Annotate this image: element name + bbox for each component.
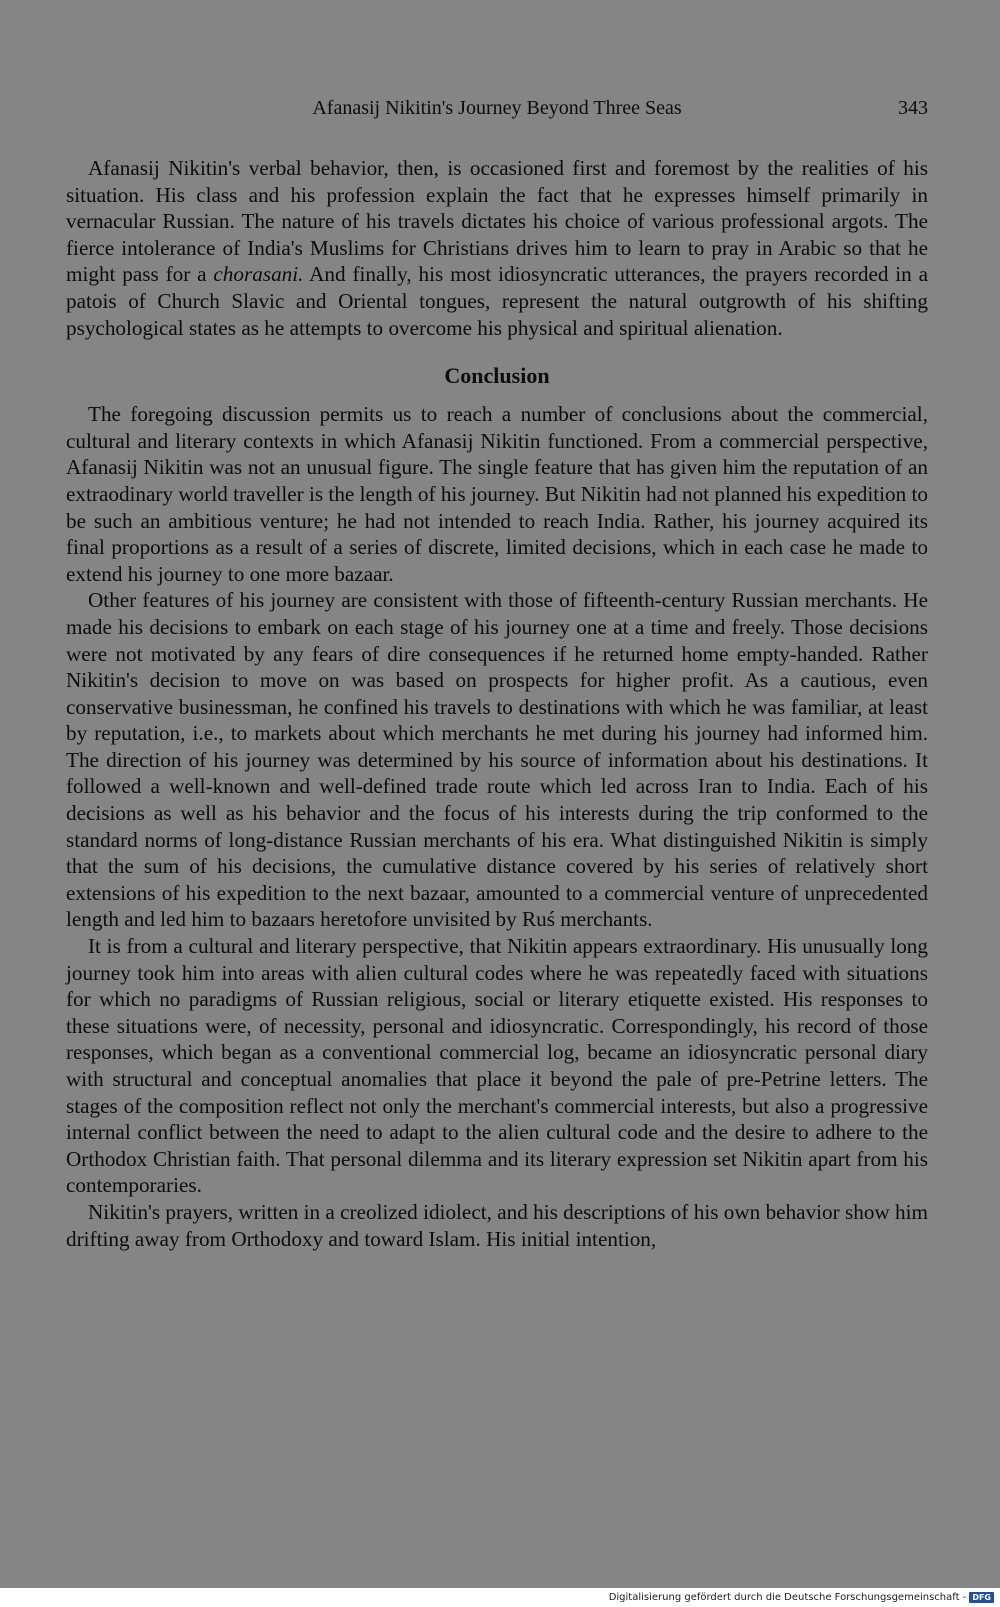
- paragraph-other-features: Other features of his journey are consistent with those of fifteenth-century Russian merchants. He made his decisions to embark on each stage of his journey one at a time and freely. Those decisions were not motivated by any fears of dire consequences if he returned home empty-handed. Rather Nikitin's decision to move on was based on prospects for higher profit. As a cautious, even conservative businessman, he confined his travels to destinations with which he was familiar, at least by reputation, i.e., to markets about which merchants he met during his journey had informed him. The direction of his journey was determined by his source of information about his destinations. It followed a well-known and well-defined trade route which led across Iran to India. Each of his decisions as well as his behavior and the focus of his interests during the trip conformed to the standard norms of long-distance Russian merchants of his era. What distinguished Nikitin is simply that the sum of his decisions, the cumulative distance covered by his series of relatively short extensions of his expedition to the next bazaar, amounted to a commercial venture of unprecedented length and led him to bazaars heretofore unvisited by Ruś merchants.: [66, 588, 928, 932]
- paragraph-prayers: Nikitin's prayers, written in a creolized idiolect, and his descriptions of his own behavior show him drifting away from Orthodoxy and toward Islam. His initial intention,: [66, 1199, 928, 1251]
- running-title: Afanasij Nikitin's Journey Beyond Three Seas: [312, 97, 682, 119]
- paragraph-verbal-behavior: [66, 155, 928, 341]
- paragraph-text: Afanasij Nikitin's verbal behavior, then, is occasioned first and foremost by the realities of his situation. His class and his profession explain the fact that he expresses himself primarily in vernacular Russian. The nature of his travels dictates his choice of various professional argots. The fierce intolerance of India's Muslims for Christians drives him to learn to pray in Arabic so that he might pass for a: [66, 156, 928, 287]
- paragraph-cultural-perspective: It is from a cultural and literary perspective, that Nikitin appears extraordinary. His unusually long journey took him into areas with alien cultural codes where he was repeatedly faced with situations for which no paradigms of Russian religious, social or literary etiquette existed. His responses to these situations were, of necessity, personal and idiosyncratic. Correspondingly, his record of those responses, which began as a conventional commercial log, became an idiosyncratic personal diary with structural and conceptual anomalies that place it beyond the pale of pre-Petrine letters. The stages of the composition reflect not only the merchant's commercial interests, but also a progressive internal conflict between the need to adapt to the alien cultural code and the desire to adhere to the Orthodox Christian faith. That personal dilemma and its literary expression set Nikitin apart from his contemporaries.: [66, 934, 928, 1198]
- paragraph-conclusions: The foregoing discussion permits us to reach a number of conclusions about the commercial, cultural and literary contexts in which Afanasij Nikitin functioned. From a commercial perspective, Afanasij Nikitin was not an unusual figure. The single feature that has given him the reputation of an extraodinary world traveller is the length of his journey. But Nikitin had not planned his expedition to be such an ambitious venture; he had not intended to reach India. Rather, his journey acquired its final proportions as a result of a series of discrete, limited decisions, which in each case he made to extend his journey to one more bazaar.: [66, 402, 928, 586]
- footer-text: Digitalisierung gefördert durch die Deutsche Forschungsgemeinschaft -: [608, 1592, 967, 1603]
- running-head: [66, 97, 928, 127]
- dfg-logo: DFG: [969, 1592, 994, 1603]
- page-number: 343: [898, 97, 928, 119]
- digitization-footer: [609, 1592, 994, 1603]
- body-text: [66, 155, 928, 1252]
- paragraph-text: And finally, his most idiosyncratic utterances, the prayers recorded in a patois of Church Slavic and Oriental tongues, represent the natural outgrowth of his shifting psychological states as he attempts to overcome his physical and spiritual alienation.: [66, 262, 928, 340]
- section-heading: Conclusion: [444, 363, 550, 389]
- emphasis-chorasani: chorasani.: [213, 262, 304, 287]
